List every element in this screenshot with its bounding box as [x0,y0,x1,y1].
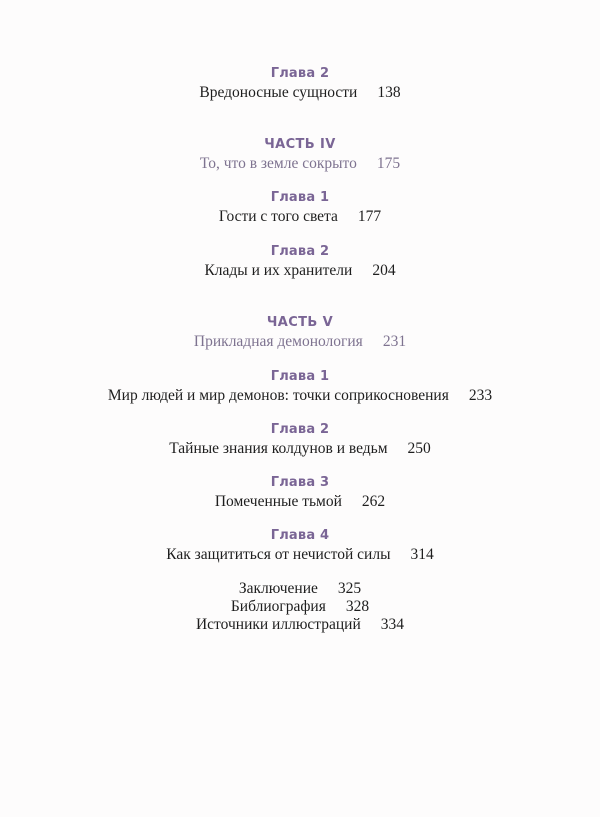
toc-entry-line [0,580,600,598]
entry-page-number: 138 [377,84,401,101]
entry-title: Гости с того света [218,208,338,225]
toc-entry-line [0,208,600,226]
entry-page-number: 250 [407,440,431,457]
part-title: Прикладная демонология [193,333,363,350]
part-label: ЧАСТЬ V [266,315,334,330]
toc-chapter-entry [0,190,600,226]
entry-title: Мир людей и мир демонов: точки соприкосновения [107,387,449,404]
toc-chapter-entry [0,528,600,564]
entry-page-number: 204 [372,262,396,279]
toc-chapter-entry [0,66,600,102]
part-title: То, что в земле сокрыто [199,155,357,172]
entry-title: Как защититься от нечистой силы [166,546,391,563]
part-label: ЧАСТЬ IV [264,137,336,152]
toc-chapter-entry [0,369,600,405]
chapter-label: Глава 3 [270,475,330,490]
entry-title: Библиография [230,598,326,615]
toc-chapter-entry [0,422,600,458]
chapter-label: Глава 1 [270,369,330,384]
entry-page-number: 328 [345,598,370,615]
toc-chapter-entry [0,475,600,511]
entry-page-number: 233 [468,387,493,404]
chapter-label: Глава 4 [270,528,330,543]
toc-closing-section [0,580,600,634]
entry-title: Клады и их хранители [204,262,353,279]
entry-page-number: 262 [361,493,386,510]
chapter-label: Глава 1 [270,190,330,205]
toc-entry-line [0,155,600,173]
entry-page-number: 175 [376,155,401,172]
toc-entry-line [0,546,600,564]
toc-entry-line [0,262,600,280]
chapter-label: Глава 2 [270,244,330,259]
entry-page-number: 177 [357,208,382,225]
entry-page-number: 334 [380,616,405,633]
entry-page-number: 325 [337,580,362,597]
toc-part-entry [0,137,600,173]
entry-page-number: 314 [410,546,434,563]
toc-entry-line [0,84,600,102]
toc-entry-line [0,440,600,458]
chapter-label: Глава 2 [270,66,330,81]
toc-part-entry [0,315,600,351]
entry-page-number: 231 [382,333,407,350]
entry-title: Помеченные тьмой [214,493,342,510]
entry-title: Тайные знания колдунов и ведьм [169,440,388,457]
toc-entry-line [0,598,600,616]
toc-entry-line [0,333,600,351]
entry-title: Вредоносные сущности [199,84,358,101]
chapter-label: Глава 2 [270,422,330,437]
toc-entry-line [0,493,600,511]
entry-title: Заключение [238,580,318,597]
toc-chapter-entry [0,244,600,280]
entry-title: Источники иллюстраций [195,616,361,633]
toc-entry-line [0,616,600,634]
toc-entry-line [0,387,600,405]
